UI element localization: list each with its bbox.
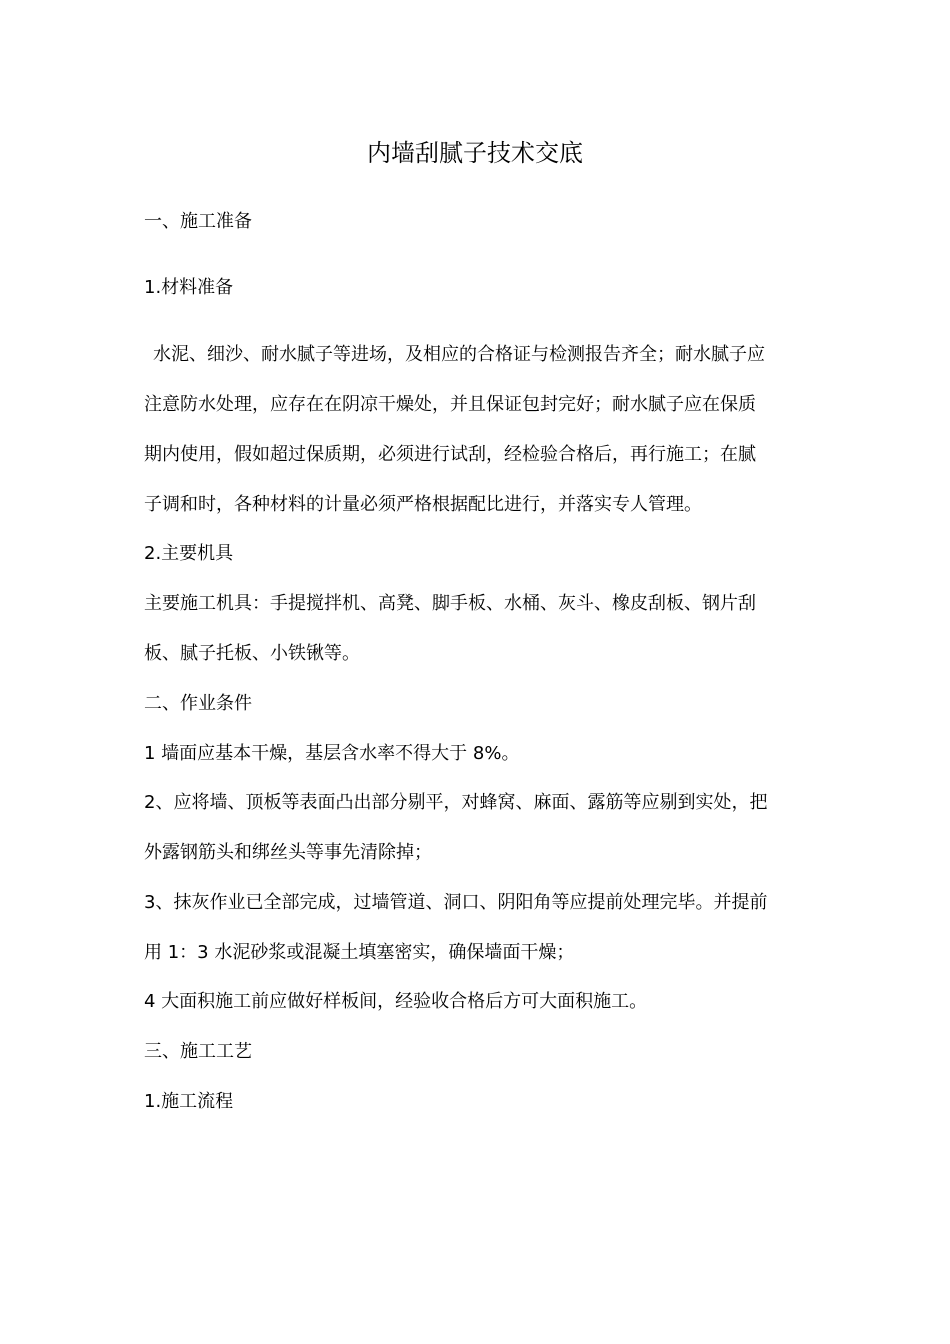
- list-item: 2、应将墙、顶板等表面凸出部分剔平，对蜂窝、麻面、露筋等应剔到实处，把: [144, 792, 768, 813]
- subheading-materials: 1.材料准备: [144, 277, 234, 298]
- list-item: 4 大面积施工前应做好样板间，经验收合格后方可大面积施工。: [144, 991, 648, 1012]
- subheading-flow: 1.施工流程: [144, 1091, 234, 1112]
- section-heading-process: 三、施工工艺: [144, 1041, 252, 1062]
- list-item-continuation: 外露钢筋头和绑丝头等事先清除掉；: [144, 842, 432, 863]
- paragraph-line: 板、腻子托板、小铁锹等。: [144, 643, 360, 664]
- list-item: 1 墙面应基本干燥，基层含水率不得大于 8%。: [144, 743, 520, 764]
- list-item-continuation: 用 1：3 水泥砂浆或混凝土填塞密实，确保墙面干燥；: [144, 942, 575, 963]
- paragraph-line: 子调和时，各种材料的计量必须严格根据配比进行，并落实专人管理。: [144, 494, 702, 515]
- section-heading-preparation: 一、施工准备: [144, 211, 252, 232]
- paragraph-line: 注意防水处理，应存在在阴凉干燥处，并且保证包封完好；耐水腻子应在保质: [144, 394, 756, 415]
- list-item: 3、抹灰作业已全部完成，过墙管道、洞口、阴阳角等应提前处理完毕。并提前: [144, 892, 768, 913]
- section-heading-conditions: 二、作业条件: [144, 693, 252, 714]
- document-title: 内墙刮腻子技术交底: [367, 139, 583, 167]
- paragraph-line: 水泥、细沙、耐水腻子等进场，及相应的合格证与检测报告齐全；耐水腻子应: [153, 344, 765, 365]
- subheading-tools: 2.主要机具: [144, 543, 234, 564]
- paragraph-line: 期内使用，假如超过保质期，必须进行试刮，经检验合格后，再行施工；在腻: [144, 444, 756, 465]
- paragraph-line: 主要施工机具：手提搅拌机、高凳、脚手板、水桶、灰斗、橡皮刮板、钢片刮: [144, 593, 756, 614]
